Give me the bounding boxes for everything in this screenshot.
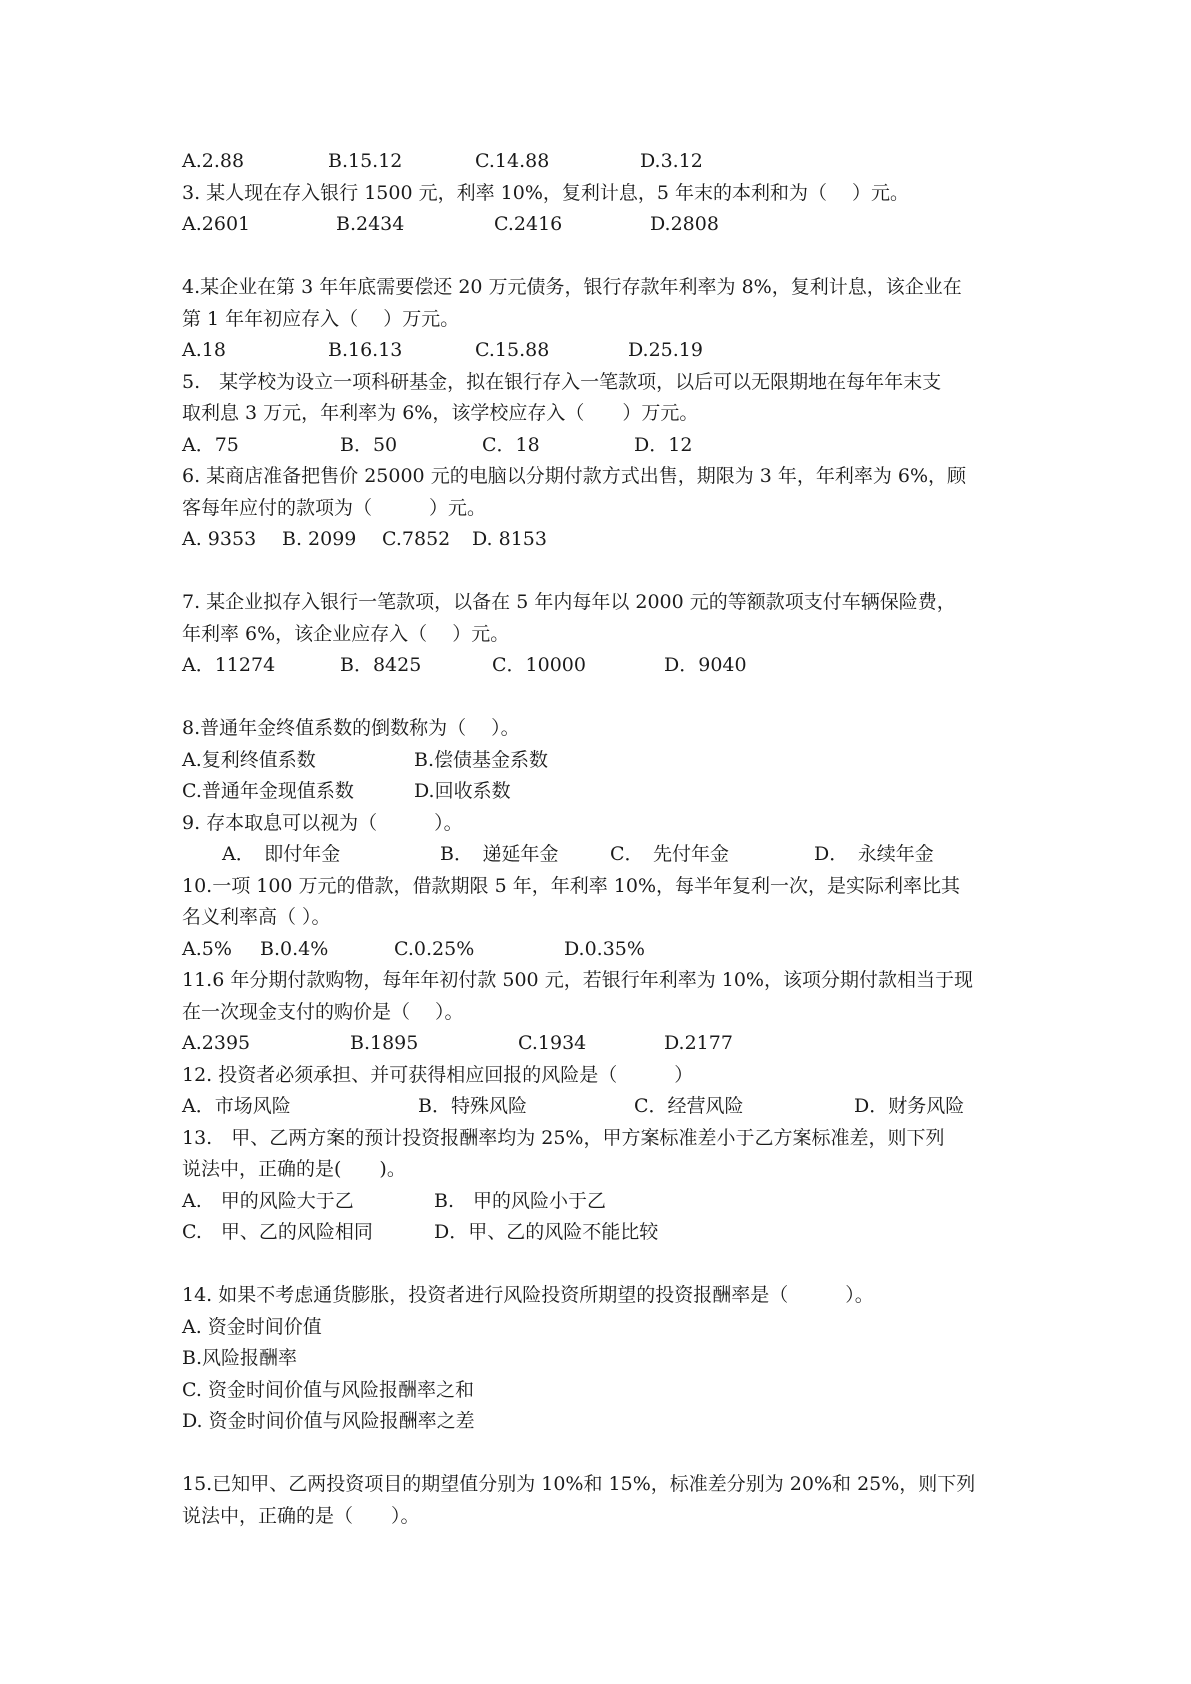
q2-options xyxy=(182,146,1022,178)
q7-option-a: A．11274 xyxy=(182,654,276,676)
q12-stem: 12. 投资者必须承担、并可获得相应回报的风险是（ ） xyxy=(182,1063,694,1086)
q13-option-b: B. 甲的风险小于乙 xyxy=(434,1189,607,1212)
q10-option-d: D.0.35% xyxy=(564,937,645,960)
q3-option-a: A.2601 xyxy=(182,213,251,235)
q11-stem-line2: 在一次现金支付的购价是（ ）。 xyxy=(182,1000,464,1023)
q9-option-c: C． 先付年金 xyxy=(610,843,730,865)
q2-option-b: B.15.12 xyxy=(328,150,403,172)
q7-options xyxy=(182,650,1022,682)
q5-option-c: C．18 xyxy=(482,433,540,456)
q15-stem-line2: 说法中，正确的是（ ）。 xyxy=(182,1504,420,1527)
q14-stem: 14. 如果不考虑通货膨胀，投资者进行风险投资所期望的投资报酬率是（ ）。 xyxy=(182,1284,874,1306)
q14-option-c: C. 资金时间价值与风险报酬率之和 xyxy=(182,1378,474,1401)
q8-options-row2 xyxy=(182,776,1022,808)
q5-options xyxy=(182,430,1022,462)
q6-option-b: B. 2099 xyxy=(282,528,357,550)
q5-stem-line2: 取利息 3 万元，年利率为 6%，该学校应存入（ ）万元。 xyxy=(182,402,699,424)
q14-option-b: B.风险报酬率 xyxy=(182,1347,298,1369)
q6-option-d: D. 8153 xyxy=(472,528,547,550)
q11-option-d: D.2177 xyxy=(664,1032,733,1054)
q12-option-d: D．财务风险 xyxy=(854,1095,965,1117)
q13-stem-line1: 13. 甲、乙两方案的预计投资报酬率均为 25%，甲方案标准差小于乙方案标准差，则下列 xyxy=(182,1126,945,1149)
q9-options xyxy=(182,839,1022,871)
q4-option-a: A.18 xyxy=(182,339,226,361)
q9-option-d: D． 永续年金 xyxy=(814,843,934,865)
q7-option-c: C．10000 xyxy=(492,654,586,676)
q3-option-b: B.2434 xyxy=(336,213,405,235)
q2-option-a: A.2.88 xyxy=(182,150,245,172)
q9-stem: 9. 存本取息可以视为（ ）。 xyxy=(182,811,463,834)
q2-option-c: C.14.88 xyxy=(475,150,550,172)
q2-option-d: D.3.12 xyxy=(640,150,703,172)
q8-option-b: B.偿债基金系数 xyxy=(414,748,549,771)
q4-stem-line1: 4.某企业在第 3 年年底需要偿还 20 万元债务，银行存款年利率为 8%，复利计息，该企业在 xyxy=(182,276,962,298)
q5-option-a: A．75 xyxy=(182,433,239,456)
q13-options-row1 xyxy=(182,1186,1022,1218)
q8-stem: 8.普通年金终值系数的倒数称为（ ）。 xyxy=(182,717,520,739)
q7-option-b: B．8425 xyxy=(340,654,422,676)
q14-option-d: D. 资金时间价值与风险报酬率之差 xyxy=(182,1410,475,1432)
q11-option-a: A.2395 xyxy=(182,1032,251,1054)
document-page xyxy=(182,146,1022,1532)
q8-options-row1 xyxy=(182,745,1022,777)
q10-option-a: A.5% xyxy=(182,937,232,960)
q7-stem-line1: 7. 某企业拟存入银行一笔款项，以备在 5 年内每年以 2000 元的等额款项支付车辆保险费， xyxy=(182,591,956,613)
q7-option-d: D．9040 xyxy=(664,654,747,676)
q5-option-d: D．12 xyxy=(634,433,693,456)
q10-stem-line2: 名义利率高（ ）。 xyxy=(182,906,331,928)
q10-option-b: B.0.4% xyxy=(260,937,329,960)
q4-option-b: B.16.13 xyxy=(328,339,403,361)
q5-stem-line1: 5. 某学校为设立一项科研基金，拟在银行存入一笔款项，以后可以无限期地在每年年末支 xyxy=(182,370,942,393)
q12-option-a: A．市场风险 xyxy=(182,1095,291,1117)
q13-options-row2 xyxy=(182,1217,1022,1249)
q10-stem-line1: 10.一项 100 万元的借款，借款期限 5 年，年利率 10%，每半年复利一次，是实际利率比其 xyxy=(182,874,961,897)
q4-options xyxy=(182,335,1022,367)
q6-stem-line2: 客每年应付的款项为（ ）元。 xyxy=(182,496,487,519)
q13-option-c: C. 甲、乙的风险相同 xyxy=(182,1221,373,1243)
q11-option-c: C.1934 xyxy=(518,1032,587,1054)
q10-options xyxy=(182,934,1022,966)
q13-option-d: D．甲、乙的风险不能比较 xyxy=(434,1221,659,1243)
q8-option-a: A.复利终值系数 xyxy=(182,748,316,771)
q4-option-c: C.15.88 xyxy=(475,339,550,361)
q6-options xyxy=(182,524,1022,556)
q12-options xyxy=(182,1091,1022,1123)
q8-option-d: D.回收系数 xyxy=(414,780,511,802)
q3-option-c: C.2416 xyxy=(494,213,563,235)
q11-stem-line1: 11.6 年分期付款购物，每年年初付款 500 元，若银行年利率为 10%，该项分期付款相当于现 xyxy=(182,969,973,991)
q4-option-d: D.25.19 xyxy=(628,339,703,361)
q15-stem-line1: 15.已知甲、乙两投资项目的期望值分别为 10%和 15%，标准差分别为 20%和 25%，则下列 xyxy=(182,1473,976,1495)
q5-option-b: B．50 xyxy=(340,433,398,456)
q3-option-d: D.2808 xyxy=(650,213,719,235)
q4-stem-line2: 第 1 年年初应存入（ ）万元。 xyxy=(182,307,460,330)
q3-stem: 3. 某人现在存入银行 1500 元，利率 10%，复利计息，5 年末的本利和为（ ）元。 xyxy=(182,181,910,204)
q13-option-a: A. 甲的风险大于乙 xyxy=(182,1189,354,1212)
q3-options xyxy=(182,209,1022,241)
q6-stem-line1: 6. 某商店准备把售价 25000 元的电脑以分期付款方式出售，期限为 3 年，年利率为 6%，顾 xyxy=(182,465,967,487)
q11-option-b: B.1895 xyxy=(350,1032,419,1054)
q6-option-c: C.7852 xyxy=(382,528,451,550)
q6-option-a: A. 9353 xyxy=(182,528,257,550)
q9-option-a: A． 即付年金 xyxy=(222,843,341,865)
q12-option-b: B．特殊风险 xyxy=(418,1095,527,1117)
q9-option-b: B． 递延年金 xyxy=(440,843,559,865)
q14-option-a: A. 资金时间价值 xyxy=(182,1315,322,1338)
q13-stem-line2: 说法中，正确的是( )。 xyxy=(182,1158,406,1180)
q12-option-c: C．经营风险 xyxy=(634,1095,744,1117)
q8-option-c: C.普通年金现值系数 xyxy=(182,780,354,802)
q10-option-c: C.0.25% xyxy=(394,937,475,960)
q7-stem-line2: 年利率 6%，该企业应存入（ ）元。 xyxy=(182,622,510,645)
q11-options xyxy=(182,1028,1022,1060)
